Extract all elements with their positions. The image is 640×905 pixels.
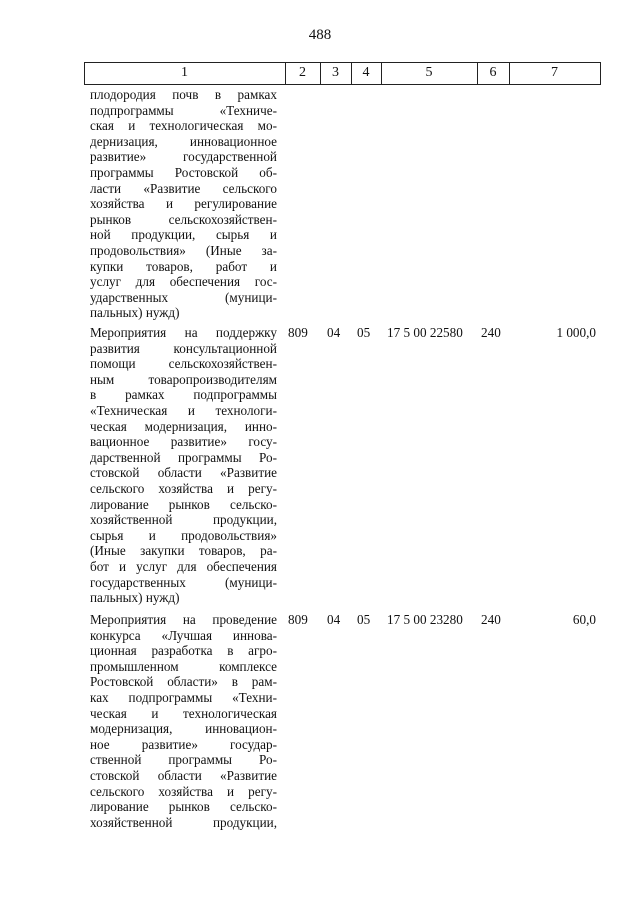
- description-line: сырья и продовольствия»: [90, 527, 277, 543]
- description-line: государственных (муници-: [90, 574, 277, 590]
- description-line: услуг для обеспечения гос-: [90, 274, 277, 290]
- description-line: лирование рынков сельско-: [90, 496, 277, 512]
- description-line: ственной программы Ро-: [90, 752, 277, 768]
- description-line: ческая и технологическая: [90, 705, 277, 721]
- table-row-description: [90, 325, 277, 606]
- description-line: сельского хозяйства и регу-: [90, 480, 277, 496]
- column-header-6: 6: [489, 65, 497, 80]
- description-line: ческая модернизация, инно-: [90, 418, 277, 434]
- description-line: ной продукции, сырья и: [90, 227, 277, 243]
- table-row-description: [90, 87, 277, 321]
- admin-code: 809: [288, 612, 308, 627]
- description-line: хозяйственной продукции,: [90, 512, 277, 528]
- description-line: конкурса «Лучшая иннова-: [90, 627, 277, 643]
- amount-value: 60,0: [572, 612, 596, 627]
- description-line: программы Ростовской об-: [90, 164, 277, 180]
- description-line: ударственных (муници-: [90, 289, 277, 305]
- description-line: Ростовской области» в рам-: [90, 674, 277, 690]
- description-line: Мероприятия на проведение: [90, 612, 277, 627]
- description-line: «Техническая и технологи-: [90, 402, 277, 418]
- description-line: дернизация, инновационное: [90, 133, 277, 149]
- column-header-1: 1: [181, 65, 188, 80]
- description-line: ласти «Развитие сельского: [90, 180, 277, 196]
- description-line: ционная разработка в агро-: [90, 643, 277, 659]
- section-code: 04: [327, 325, 341, 340]
- description-line: (Иные закупки товаров, ра-: [90, 543, 277, 559]
- description-line: дарственной программы Ро-: [90, 449, 277, 465]
- description-line: хозяйства и регулирование: [90, 196, 277, 212]
- expense-type-code: 240: [481, 325, 501, 340]
- description-line: ская и технологическая мо-: [90, 118, 277, 134]
- target-article-code: 17 5 00 23280: [387, 612, 463, 627]
- description-line: рынков сельскохозяйствен-: [90, 211, 277, 227]
- description-line: продовольствия» (Иные за-: [90, 242, 277, 258]
- description-line: вационное развитие» госу-: [90, 434, 277, 450]
- section-code: 04: [327, 612, 341, 627]
- amount-value: 1 000,0: [556, 325, 596, 340]
- description-line: ным товаропроизводителям: [90, 371, 277, 387]
- description-line: ное развитие» государ-: [90, 736, 277, 752]
- target-article-code: 17 5 00 22580: [387, 325, 463, 340]
- column-header-3: 3: [332, 65, 339, 80]
- description-line: стовской области «Развитие: [90, 465, 277, 481]
- description-line: пальных) нужд): [90, 305, 180, 321]
- description-line: пальных) нужд): [90, 590, 180, 606]
- description-line: бот и услуг для обеспечения: [90, 558, 277, 574]
- description-line: Мероприятия на поддержку: [90, 325, 277, 340]
- description-line: хозяйственной продукции,: [90, 814, 277, 830]
- column-header-4: 4: [362, 65, 370, 80]
- expense-type-code: 240: [481, 612, 501, 627]
- description-line: развитие» государственной: [90, 149, 277, 165]
- description-line: лирование рынков сельско-: [90, 799, 277, 815]
- header-border: [600, 62, 601, 85]
- page-number: 488: [308, 27, 332, 43]
- description-line: стовской области «Развитие: [90, 767, 277, 783]
- subsection-code: 05: [357, 612, 371, 627]
- subsection-code: 05: [357, 325, 371, 340]
- description-line: модернизация, инновацион-: [90, 721, 277, 737]
- header-bottom-border: [84, 84, 601, 85]
- admin-code: 809: [288, 325, 308, 340]
- description-line: помощи сельскохозяйствен-: [90, 356, 277, 372]
- description-line: купки товаров, работ и: [90, 258, 277, 274]
- column-header-2: 2: [299, 65, 306, 80]
- description-line: сельского хозяйства и регу-: [90, 783, 277, 799]
- description-line: подпрограммы «Техниче-: [90, 102, 277, 118]
- description-line: развития консультационной: [90, 340, 277, 356]
- description-line: в рамках подпрограммы: [90, 387, 277, 403]
- description-line: плодородия почв в рамках: [90, 87, 277, 102]
- table-row-description: [90, 612, 277, 830]
- column-header-5: 5: [425, 65, 433, 80]
- column-header-7: 7: [551, 65, 558, 80]
- description-line: ках подпрограммы «Техни-: [90, 689, 277, 705]
- description-line: промышленном комплексе: [90, 658, 277, 674]
